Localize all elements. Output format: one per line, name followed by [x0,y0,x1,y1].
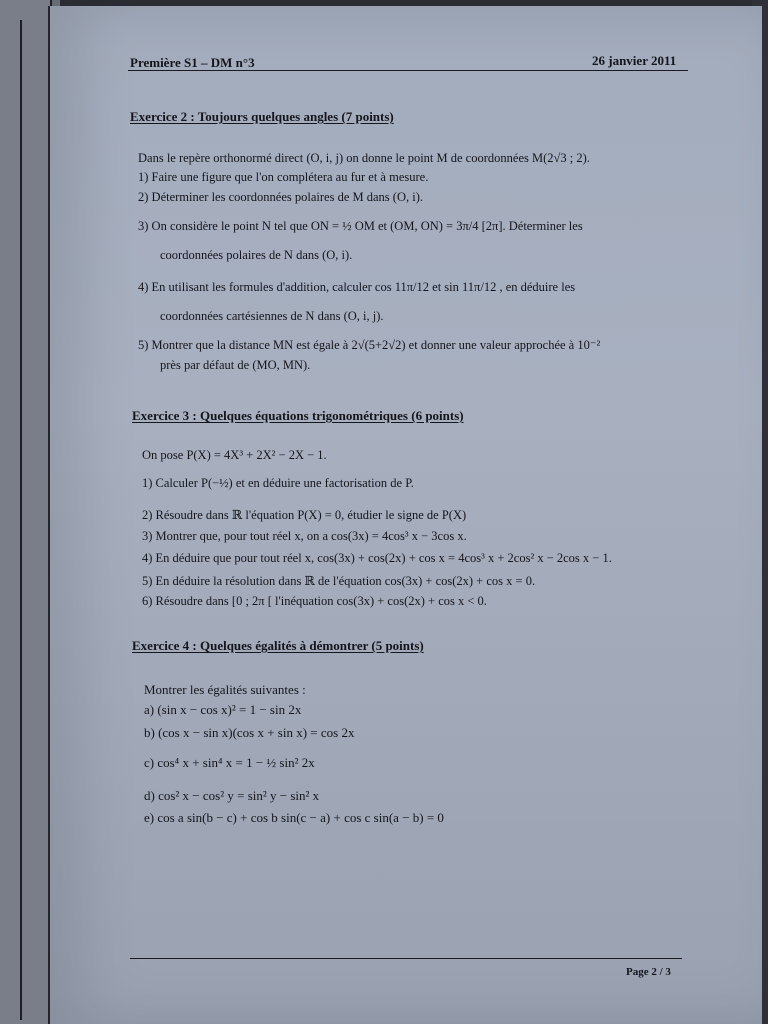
exercise-2-question-5: 5) Montrer que la distance MN est égale à 2√(5+2√2) et donner une valeur approchée à 10⁻² [138,338,601,352]
exercise-3-question-4: 4) En déduire que pour tout réel x, cos(3x) + cos(2x) + cos x = 4cos³ x + 2cos² x − 2cos x − 1. [142,551,612,565]
exercise-4-item-e: e) cos a sin(b − c) + cos b sin(c − a) + cos c sin(a − b) = 0 [144,810,444,825]
exercise-2-question-2: 2) Déterminer les coordonnées polaires de M dans (O, i). [138,190,423,204]
exercise-3-question-6: 6) Résoudre dans [0 ; 2π [ l'inéquation cos(3x) + cos(2x) + cos x < 0. [142,594,487,608]
exercise-2-question-3-cont: coordonnées polaires de N dans (O, i). [160,248,353,262]
exercise-2-question-3: 3) On considère le point N tel que ON = ½ OM et (OM, ON) = 3π/4 [2π]. Déterminer les [138,219,583,233]
exercise-2-question-1: 1) Faire une figure que l'on complétera au fur et à mesure. [138,170,429,184]
exercise-2-question-4-cont: coordonnées cartésiennes de N dans (O, i, j). [160,309,384,323]
exercise-3-title: Exercice 3 : Quelques équations trigonométriques (6 points) [132,408,464,423]
exercise-4-item-a: a) (sin x − cos x)² = 1 − sin 2x [144,702,302,717]
exercise-4-intro: Montrer les égalités suivantes : [144,682,306,697]
exercise-3-question-1: 1) Calculer P(−½) et en déduire une factorisation de P. [142,476,414,490]
footer-divider [130,958,682,959]
exercise-2-question-4: 4) En utilisant les formules d'addition, calculer cos 11π/12 et sin 11π/12 , en déduire les [138,280,576,294]
exercise-3-question-5: 5) En déduire la résolution dans ℝ de l'équation cos(3x) + cos(2x) + cos x = 0. [142,574,536,588]
exercise-4-item-d: d) cos² x − cos² y = sin² y − sin² x [144,788,320,803]
exercise-2-title: Exercice 2 : Toujours quelques angles (7 points) [130,109,394,124]
exercise-4-item-b: b) (cos x − sin x)(cos x + sin x) = cos 2x [144,725,355,740]
underlying-sheet [0,0,52,1024]
exercise-3-question-2: 2) Résoudre dans ℝ l'équation P(X) = 0, étudier le signe de P(X) [142,508,467,522]
exercise-2-intro: Dans le repère orthonormé direct (O, i, j) on donne le point M de coordonnées M(2√3 ; 2). [138,151,590,165]
exercise-2-question-5-cont: près par défaut de (MO, MN). [160,358,311,372]
header-divider [128,70,688,71]
exercise-4-item-c: c) cos⁴ x + sin⁴ x = 1 − ½ sin² 2x [144,755,315,770]
page-number: Page 2 / 3 [626,966,671,978]
exercise-3-question-3: 3) Montrer que, pour tout réel x, on a cos(3x) = 4cos³ x − 3cos x. [142,529,467,543]
exercise-3-intro: On pose P(X) = 4X³ + 2X² − 2X − 1. [142,448,327,462]
sheet-border-line [20,20,22,1020]
exercise-4-title: Exercice 4 : Quelques égalités à démontrer (5 points) [132,638,424,653]
class-title: Première S1 – DM n°3 [130,55,255,70]
document-date: 26 janvier 2011 [592,53,677,68]
